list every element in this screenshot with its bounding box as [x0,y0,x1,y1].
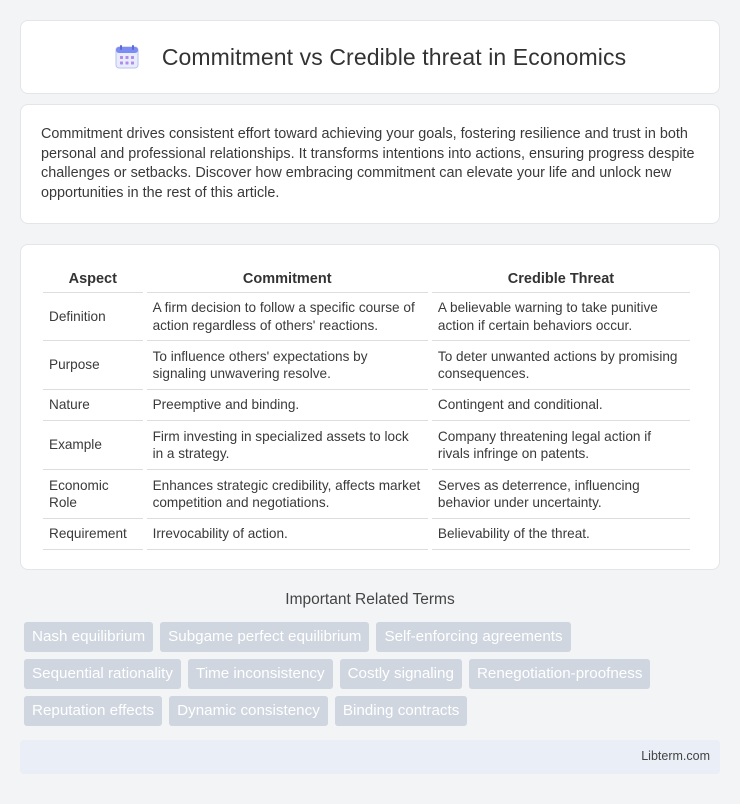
footer-site-link[interactable]: Libterm.com [641,749,710,763]
related-term-tag[interactable]: Subgame perfect equilibrium [160,622,369,652]
table-row [43,519,690,550]
credible-threat-cell: Contingent and conditional. [432,390,690,421]
tag-row [24,622,704,652]
credible-threat-cell: Company threatening legal action if rivals infringe on patents. [432,421,690,470]
credible-threat-cell: Serves as deterrence, influencing behavior under uncertainty. [432,470,690,519]
intro-text: Commitment drives consistent effort toward achieving your goals, fostering resilience and trust in both personal and professional relationships. It transforms intentions into actions, ensuring progress despite challenges or setbacks. Discover how embracing commitment can elevate your life and unlock new opportunities in the rest of this article. [41,126,695,201]
related-terms-list [24,622,704,733]
related-term-tag[interactable]: Time inconsistency [188,659,333,689]
comparison-card [20,244,720,570]
intro-card [20,104,720,224]
aspect-cell: Example [43,421,143,470]
aspect-cell: Economic Role [43,470,143,519]
tag-row [24,659,704,689]
related-term-tag[interactable]: Dynamic consistency [169,696,328,726]
commitment-cell: Preemptive and binding. [147,390,428,421]
table-row [43,293,690,341]
aspect-cell: Purpose [43,341,143,390]
table-header-row [43,265,690,293]
aspect-cell: Definition [43,293,143,341]
aspect-cell: Nature [43,390,143,421]
commitment-cell: To influence others' expectations by signaling unwavering resolve. [147,341,428,390]
related-terms-title: Important Related Terms [285,591,455,608]
related-term-tag[interactable]: Sequential rationality [24,659,181,689]
related-term-tag[interactable]: Binding contracts [335,696,468,726]
table-row [43,470,690,519]
table-row [43,341,690,390]
tag-row [24,696,704,726]
aspect-cell: Requirement [43,519,143,550]
header-credible-threat: Credible Threat [432,265,690,293]
commitment-cell: Firm investing in specialized assets to lock in a strategy. [147,421,428,470]
calendar-icon [114,44,140,70]
commitment-cell: Irrevocability of action. [147,519,428,550]
credible-threat-cell: Believability of the threat. [432,519,690,550]
footer [20,740,720,774]
related-term-tag[interactable]: Nash equilibrium [24,622,153,652]
table-row [43,421,690,470]
related-term-tag[interactable]: Self-enforcing agreements [376,622,570,652]
page-title: Commitment vs Credible threat in Economics [161,43,627,70]
credible-threat-cell: A believable warning to take punitive action if certain behaviors occur. [432,293,690,341]
credible-threat-cell: To deter unwanted actions by promising consequences. [432,341,690,390]
header-aspect: Aspect [43,265,143,293]
table-row [43,390,690,421]
comparison-table [39,265,694,550]
related-term-tag[interactable]: Costly signaling [340,659,462,689]
commitment-cell: A firm decision to follow a specific course of action regardless of others' reactions. [147,293,428,341]
header-commitment: Commitment [147,265,428,293]
related-term-tag[interactable]: Renegotiation-proofness [469,659,650,689]
commitment-cell: Enhances strategic credibility, affects market competition and negotiations. [147,470,428,519]
related-term-tag[interactable]: Reputation effects [24,696,162,726]
header-card [20,20,720,94]
